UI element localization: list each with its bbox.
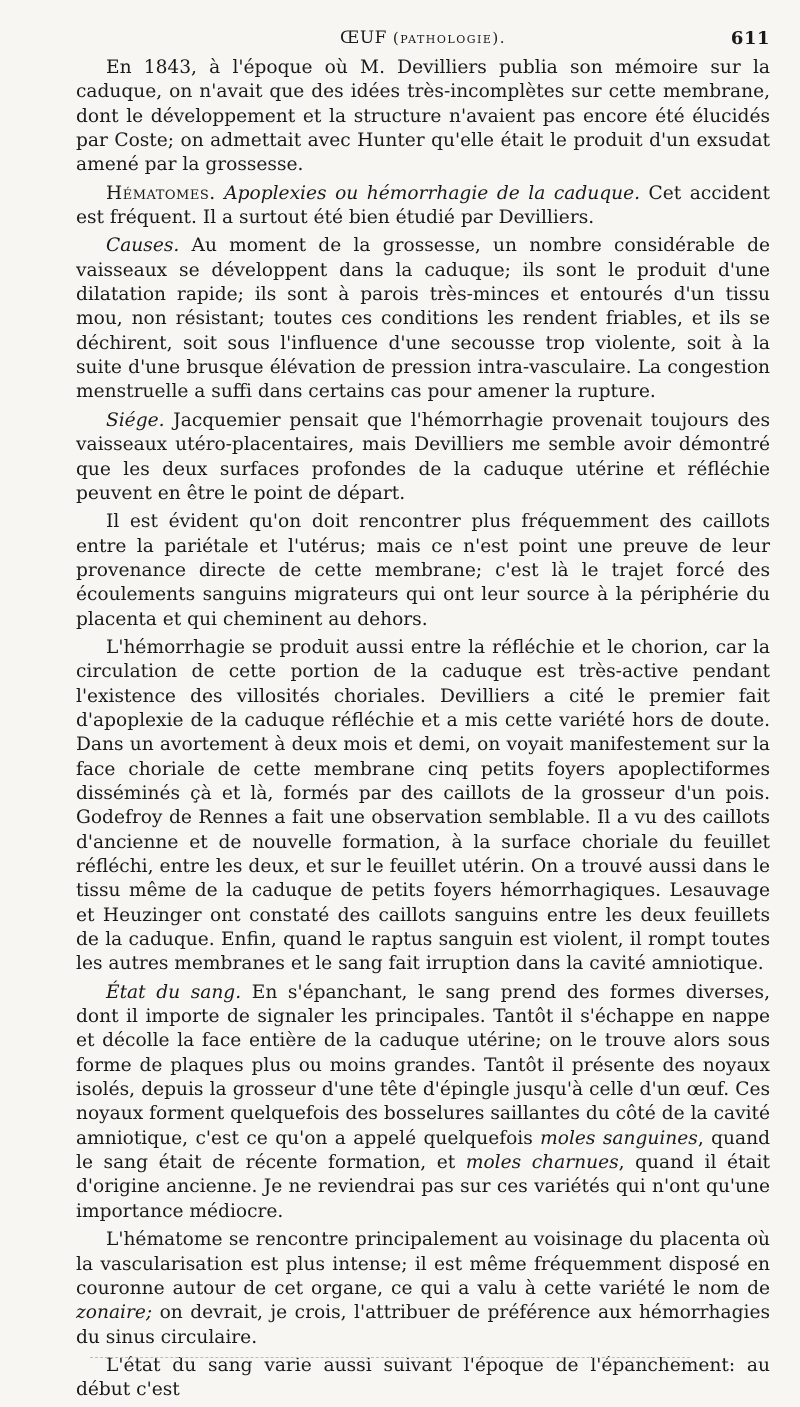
- paragraph-2: [76, 182, 770, 231]
- paragraph-6-text: L'hémorrhagie se produit aussi entre la réfléchie et le chorion, car la circulation de cette portion de la caduque est très-active pendant l'existence des villosités choriales. Devilliers a cité le premier fait d'apoplexie de la caduque réfléchie et a mis cette variété hors de doute. Dans un avortement à deux mois et demi, on voyait manifestement sur la face choriale de cette membrane cinq petits foyers apoplectiformes disséminés çà et là, formés par des caillots de la grosseur d'un pois. Godefroy de Rennes a fait une observation semblable. Il a vu des caillots d'ancienne et de nouvelle formation, à la surface choriale du feuillet réfléchi, entre les deux, et sur le feuillet utérin. On a trouvé aussi dans le tissu même de la caduque de petits foyers hémorrhagiques. Lesauvage et Heuzinger ont constaté des caillots sanguins entre les deux feuillets de la caduque. Enfin, quand le raptus sanguin est violent, il rompt toutes les autres membranes et le sang fait irruption dans la cavité amniotique.: [76, 636, 770, 975]
- running-title-sub: (pathologie).: [392, 29, 506, 47]
- paragraph-7-text-b: , quand le sang était de récente formation, et: [76, 1127, 770, 1174]
- running-title-main: ŒUF: [339, 28, 387, 48]
- running-head: [76, 26, 770, 56]
- term-zonaire: zonaire;: [76, 1302, 153, 1324]
- paragraph-8-text-b: on devrait, je crois, l'attribuer de préférence aux hémorrhagies du sinus circulaire.: [76, 1302, 770, 1348]
- paragraph-8: [76, 1228, 770, 1350]
- subheading-causes: Causes.: [106, 235, 180, 257]
- paragraph-7-text-a: En s'épanchant, le sang prend des formes diverses, dont il importe de signaler les principales. Tantôt il s'échappe en nappe et décolle la face entière de la caduque utérine; on le trouve alors sous forme de plaques plus ou moins grandes. Tantôt il présente des noyaux isolés, depuis la grosseur d'une tête d'épingle jusqu'à celle d'un œuf. Ces noyaux forment quelquefois des bosselures saillantes du côté de la cavité amniotique, c'est ce qu'on a appelé quelquefois: [76, 981, 770, 1149]
- paragraph-2-text: Cet accident est fréquent. Il a surtout été bien étudié par Devilliers.: [76, 182, 770, 229]
- page-number: 611: [730, 28, 770, 49]
- section-heading-hematomes: Hématomes.: [106, 182, 216, 204]
- paragraph-9-text: L'état du sang varie aussi suivant l'époque de l'épanchement: au début c'est: [76, 1354, 770, 1401]
- paragraph-3: [76, 234, 770, 404]
- paragraph-6: [76, 636, 770, 977]
- section-subtitle: Apoplexies ou hémorrhagie de la caduque.: [224, 182, 640, 204]
- subheading-siege: Siége.: [106, 409, 165, 431]
- paragraph-1-text: En 1843, à l'époque où M. Devilliers publia son mémoire sur la caduque, on n'avait que des idées très-incomplètes sur cette membrane, dont le développement et la structure n'avaient pas encore été élucidés par Coste; on admettait avec Hunter qu'elle était le produit d'un exsudat amené par la grossesse.: [76, 57, 770, 176]
- body-text: [76, 56, 770, 1403]
- page: [76, 26, 770, 1407]
- paragraph-5: [76, 510, 770, 632]
- paragraph-5-text: Il est évident qu'on doit rencontrer plus fréquemment des caillots entre la pariétale et l'utérus; mais ce n'est point une preuve de leur provenance directe de cette membrane; c'est là le trajet forcé des écoulements sanguins migrateurs qui ont leur source à la périphérie du placenta et qui cheminent au dehors.: [76, 511, 770, 630]
- paragraph-7: [76, 981, 770, 1224]
- running-title: [76, 28, 770, 48]
- paragraph-8-text-a: L'hématome se rencontre principalement au voisinage du placenta où la vascularisation est plus intense; il est même fréquemment disposé en couronne autour de cet organe, ce qui a valu à cette variété le nom de: [76, 1229, 770, 1299]
- paragraph-9: [76, 1354, 770, 1403]
- term-moles-sanguines: moles sanguines: [540, 1127, 698, 1149]
- paragraph-1: [76, 56, 770, 178]
- paragraph-7-text-c: , quand il était d'origine ancienne. Je ne reviendrai pas sur ces variétés qui n'ont qu'une importance médiocre.: [76, 1152, 771, 1222]
- paragraph-3-text: Au moment de la grossesse, un nombre considérable de vaisseaux se développent dans la caduque; ils sont le produit d'une dilatation rapide; ils sont à parois très-minces et entourés d'un tissu mou, non résistant; toutes ces conditions les rendent friables, et ils se déchirent, soit sous l'influence d'une secousse trop violente, soit à la suite d'une brusque élévation de pression intra-vasculaire. La congestion menstruelle a suffi dans certains cas pour amener la rupture.: [76, 235, 770, 403]
- paragraph-4: [76, 409, 770, 506]
- subheading-etat-du-sang: État du sang.: [106, 981, 242, 1003]
- bottom-rule: [90, 1357, 690, 1358]
- paragraph-4-text: Jacquemier pensait que l'hémorrhagie provenait toujours des vaisseaux utéro-placentaires, mais Devilliers me semble avoir démontré que les deux surfaces profondes de la caduque utérine et réfléchie peuvent en être le point de départ.: [76, 409, 770, 504]
- term-moles-charnues: moles charnues: [465, 1152, 619, 1174]
